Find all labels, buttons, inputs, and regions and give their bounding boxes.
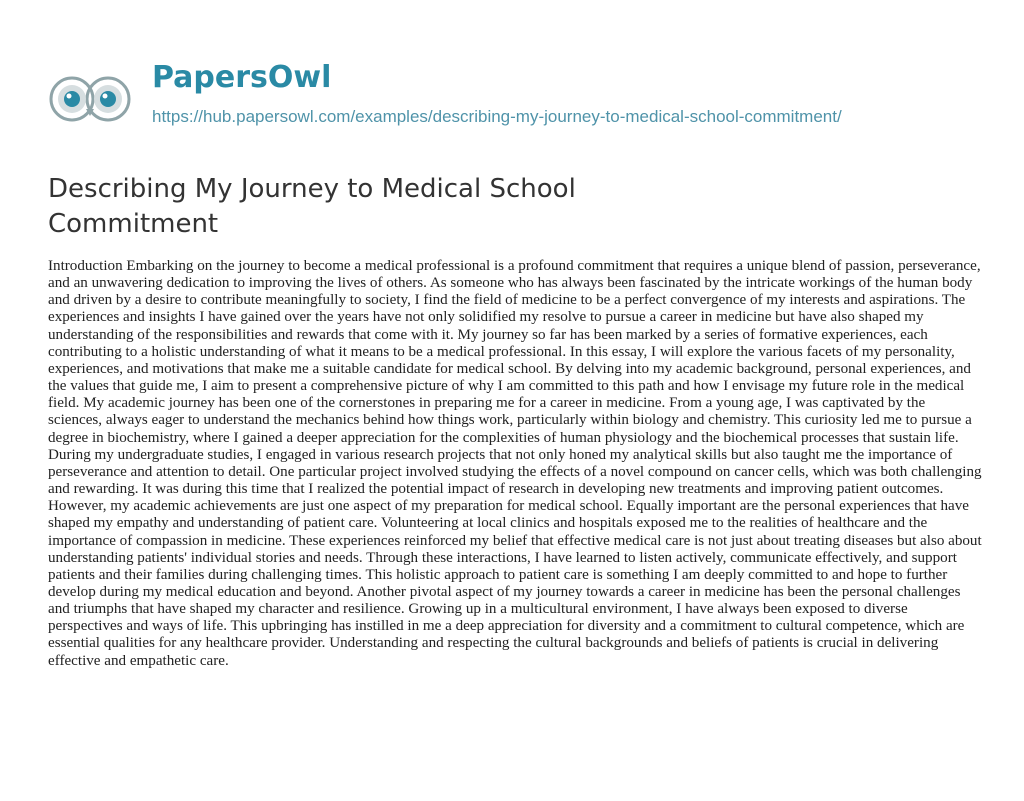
owl-eyes-icon bbox=[46, 64, 134, 134]
essay-title: Describing My Journey to Medical School Commitment bbox=[48, 174, 576, 239]
source-url: https://hub.papersowl.com/examples/describing-my-journey-to-medical-school-commitment/ bbox=[152, 107, 842, 126]
essay-body: Introduction Embarking on the journey to become a medical professional is a profound commitment that requires a unique blend of passion, perseverance, and an unwavering dedication to improving the lives of others. As someone who has always been fascinated by the intricate workings of the human body and driven by a desire to contribute meaningfully to society, I find the field of medicine to be a perfect convergence of my interests and aspirations. The experiences and insights I have gained over the years have not only solidified my resolve to pursue a career in medicine but have also shaped my understanding of the responsibilities and rewards that come with it. My journey so far has been marked by a series of formative experiences, each contributing to a holistic understanding of what it means to be a medical professional. In this essay, I will explore the various facets of my personality, experiences, and motivations that make me a suitable candidate for medical school. By delving into my academic background, personal experiences, and the values that guide me, I aim to present a comprehensive picture of why I am committed to this path and how I envisage my future role in the medical field. My academic journey has been one of the cornerstones in preparing me for a career in medicine. From a young age, I was captivated by the sciences, always eager to understand the mechanics behind how things work, particularly within biology and chemistry. This curiosity led me to pursue a degree in biochemistry, where I gained a deeper appreciation for the complexities of human physiology and the biochemical processes that sustain life. During my undergraduate studies, I engaged in various research projects that not only honed my analytical skills but also taught me the importance of perseverance and attention to detail. One particular project involved studying the effects of a novel compound on cancer cells, which was both challenging and rewarding. It was during this time that I realized the potential impact of research in developing new treatments and improving patient outcomes. However, my academic achievements are just one aspect of my preparation for medical school. Equally important are the personal experiences that have shaped my empathy and understanding of patient care. Volunteering at local clinics and hospitals exposed me to the realities of healthcare and the importance of compassion in medicine. These experiences reinforced my belief that effective medical care is not just about treating diseases but also about understanding patients' individual stories and needs. Through these interactions, I have learned to listen actively, communicate effectively, and support patients and their families during challenging times. This holistic approach to patient care is something I am deeply committed to and hope to further develop during my medical education and beyond. Another pivotal aspect of my journey towards a career in medicine has been the personal challenges and triumphs that have shaped my character and resilience. Growing up in a multicultural environment, I have always been exposed to diverse perspectives and ways of life. This upbringing has instilled in me a deep appreciation for diversity and a commitment to cultural competence, which are essential qualities for any healthcare provider. Understanding and respecting the cultural backgrounds and beliefs of patients is crucial in delivering effective and empathetic care. bbox=[48, 258, 982, 669]
brand-name: PapersOwl bbox=[152, 60, 332, 95]
site-header bbox=[0, 0, 1024, 150]
